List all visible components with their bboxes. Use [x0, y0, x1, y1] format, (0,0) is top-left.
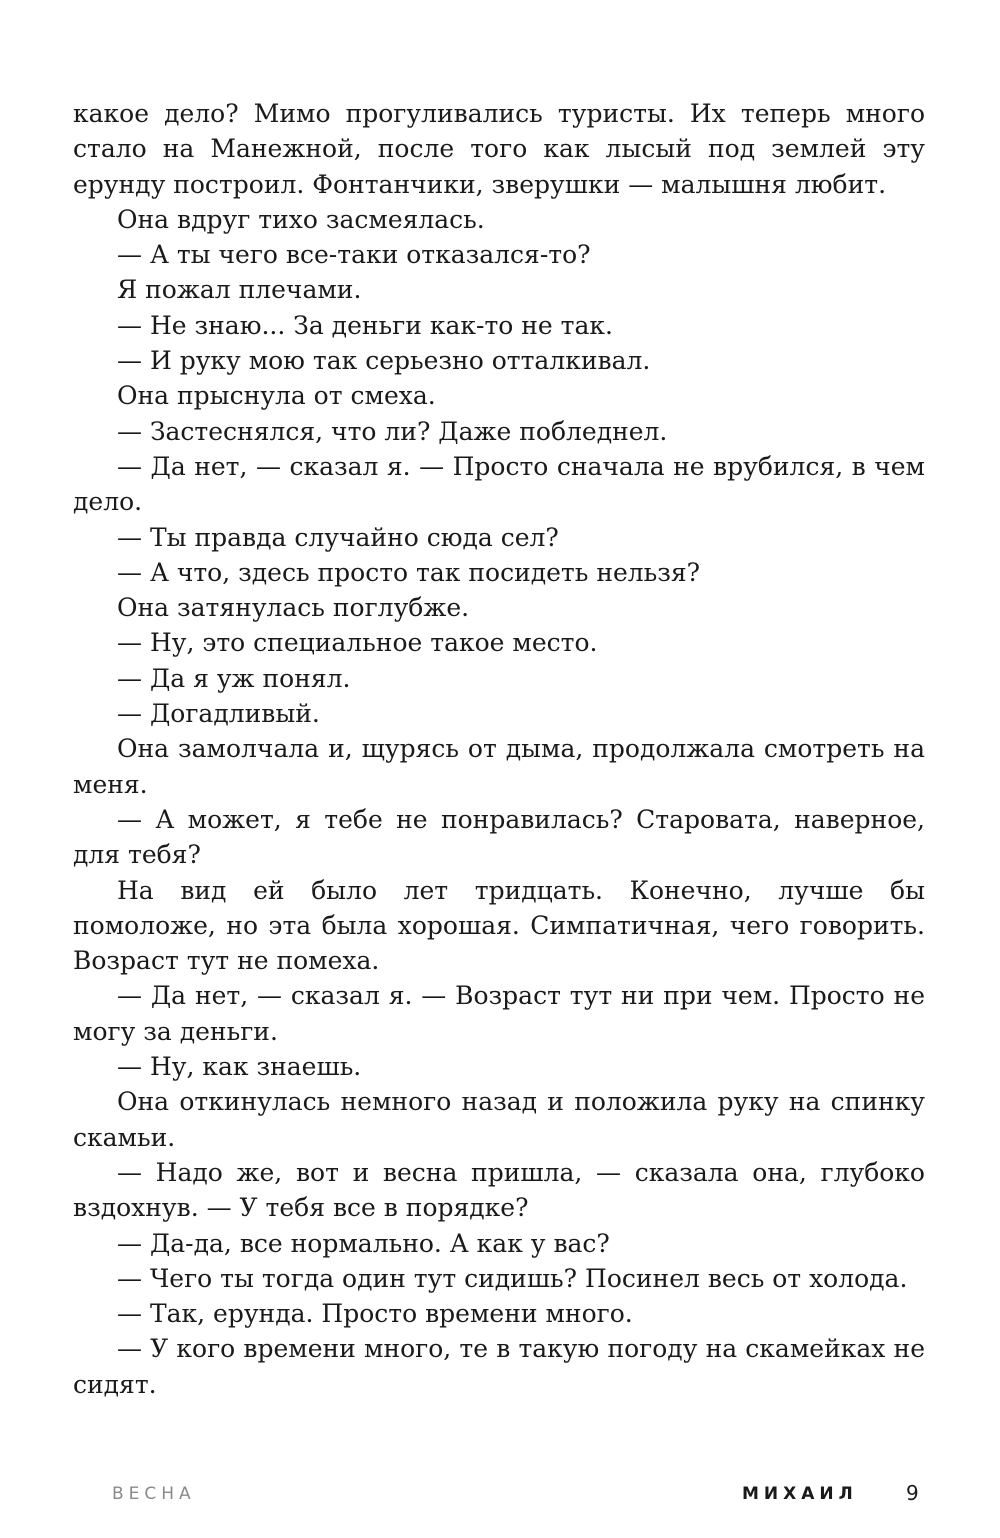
paragraph-18: На вид ей было лет тридцать. Конечно, лучше бы помоложе, но эта была хорошая. Симпатичная, чего говорить. Возраст тут не помеха. [73, 875, 925, 976]
paragraph-9: — Да нет, — сказал я. — Просто сначала не врубился, в чем дело. [73, 451, 925, 517]
paragraph-17: — А может, я тебе не понравилась? Старовата, наверное, для тебя? [73, 804, 925, 870]
paragraph-22: — Надо же, вот и весна пришла, — сказала она, глубоко вздохнув. — У тебя все в порядке? [73, 1157, 925, 1223]
page-number: 9 [906, 1481, 919, 1505]
paragraph-26: — У кого времени много, те в такую погоду на скамейках не сидят. [73, 1334, 925, 1399]
running-title-left: ВЕСНА [112, 1484, 196, 1504]
paragraph-25: — Так, ерунда. Просто времени много. [117, 1299, 633, 1329]
paragraph-19: — Да нет, — сказал я. — Возраст тут ни при чем. Просто не могу за деньги. [73, 981, 925, 1046]
paragraph-10: — Ты правда случайно сюда сел? [117, 522, 559, 552]
paragraph-21: Она откинулась немного назад и положила руку на спинку скамьи. [73, 1087, 925, 1152]
paragraph-13: — Ну, это специальное такое место. [117, 628, 598, 658]
paragraph-4: Я пожал плечами. [117, 275, 362, 305]
page-body [73, 96, 925, 1402]
paragraph-1: какое дело? Мимо прогуливались туристы. Их теперь много стало на Манежной, после того как лысый под землей эту ерунду построил. Фонтанчики, зверушки — малышня любит. [73, 99, 925, 199]
paragraph-24: — Чего ты тогда один тут сидишь? Посинел весь от холода. [117, 1263, 908, 1293]
paragraph-5: — Не знаю... За деньги как-то не так. [117, 310, 613, 340]
paragraph-8: — Застеснялся, что ли? Даже побледнел. [117, 416, 668, 446]
paragraph-16: Она замолчала и, щурясь от дыма, продолжала смотреть на меня. [73, 734, 925, 799]
running-title-right: МИХАИЛ [742, 1484, 858, 1504]
paragraph-23: — Да-да, все нормально. А как у вас? [117, 1228, 610, 1258]
paragraph-6: — И руку мою так серьезно отталкивал. [117, 346, 651, 376]
paragraph-7: Она прыснула от смеха. [117, 381, 436, 411]
page-footer [0, 1481, 1000, 1514]
paragraph-3: — А ты чего все-таки отказался-то? [117, 240, 591, 270]
paragraph-2: Она вдруг тихо засмеялась. [117, 204, 485, 234]
paragraph-14: — Да я уж понял. [117, 663, 351, 693]
paragraph-20: — Ну, как знаешь. [117, 1052, 362, 1082]
paragraph-12: Она затянулась поглубже. [117, 593, 470, 623]
paragraph-11: — А что, здесь просто так посидеть нельзя? [117, 557, 701, 587]
paragraph-15: — Догадливый. [117, 699, 320, 729]
